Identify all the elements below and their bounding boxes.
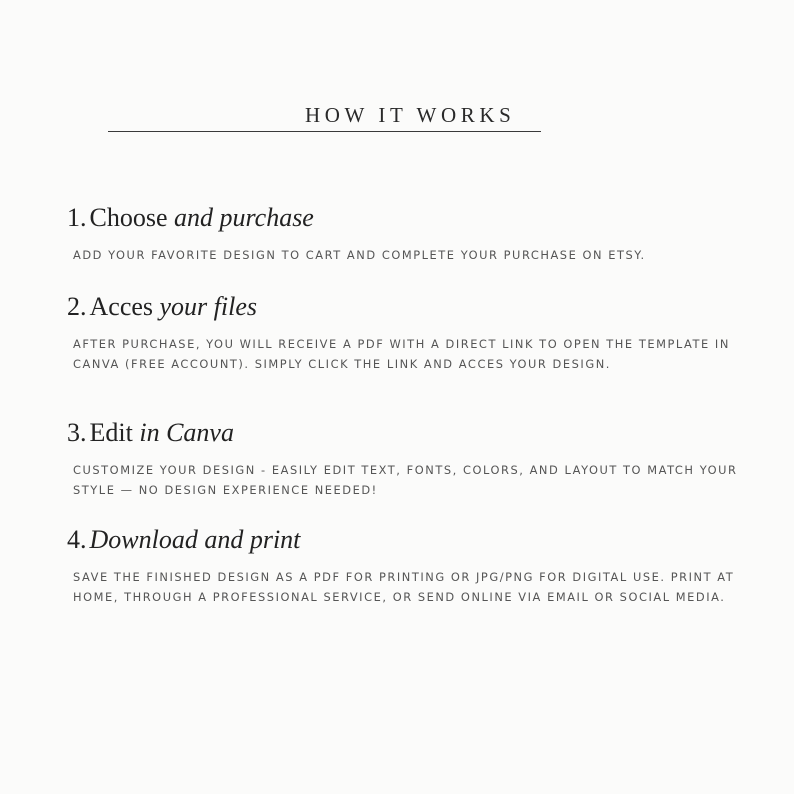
- step-1-number: 1.: [67, 203, 87, 232]
- step-3-title-italic: in Canva: [139, 418, 234, 447]
- step-3-title-plain: Edit: [89, 418, 133, 447]
- title-underline: [108, 131, 541, 132]
- step-1-title-italic: and purchase: [174, 203, 314, 232]
- step-1-description: ADD YOUR FAVORITE DESIGN TO CART AND COMPLETE YOUR PURCHASE ON ETSY.: [73, 248, 646, 262]
- step-4-number: 4.: [67, 525, 87, 554]
- step-1: [67, 203, 747, 266]
- step-4-heading: [67, 525, 747, 555]
- step-1-heading: [67, 203, 747, 233]
- step-3-heading: [67, 418, 747, 448]
- step-4-description: SAVE THE FINISHED DESIGN AS A PDF FOR PRINTING OR JPG/PNG FOR DIGITAL USE. PRINT AT HOME, THROUGH A PROFESSIONAL SERVICE, OR SEND ONLINE VIA EMAIL OR SOCIAL MEDIA.: [73, 570, 735, 604]
- step-2-number: 2.: [67, 292, 87, 321]
- step-3: [67, 418, 747, 500]
- step-1-title-plain: Choose: [89, 203, 168, 232]
- step-2-description: AFTER PURCHASE, YOU WILL RECEIVE A PDF WITH A DIRECT LINK TO OPEN THE TEMPLATE IN CANVA (FREE ACCOUNT). SIMPLY CLICK THE LINK AND ACCES YOUR DESIGN.: [73, 337, 730, 371]
- step-4: [67, 525, 747, 607]
- step-2-heading: [67, 292, 747, 322]
- step-3-description: CUSTOMIZE YOUR DESIGN - EASILY EDIT TEXT, FONTS, COLORS, AND LAYOUT TO MATCH YOUR STYLE — NO DESIGN EXPERIENCE NEEDED!: [73, 463, 738, 497]
- step-2-title-italic: your files: [159, 292, 258, 321]
- step-3-number: 3.: [67, 418, 87, 447]
- page-title: HOW IT WORKS: [305, 103, 516, 127]
- step-2-title-plain: Acces: [89, 292, 154, 321]
- step-2: [67, 292, 747, 374]
- step-4-title-italic: Download and print: [89, 525, 301, 554]
